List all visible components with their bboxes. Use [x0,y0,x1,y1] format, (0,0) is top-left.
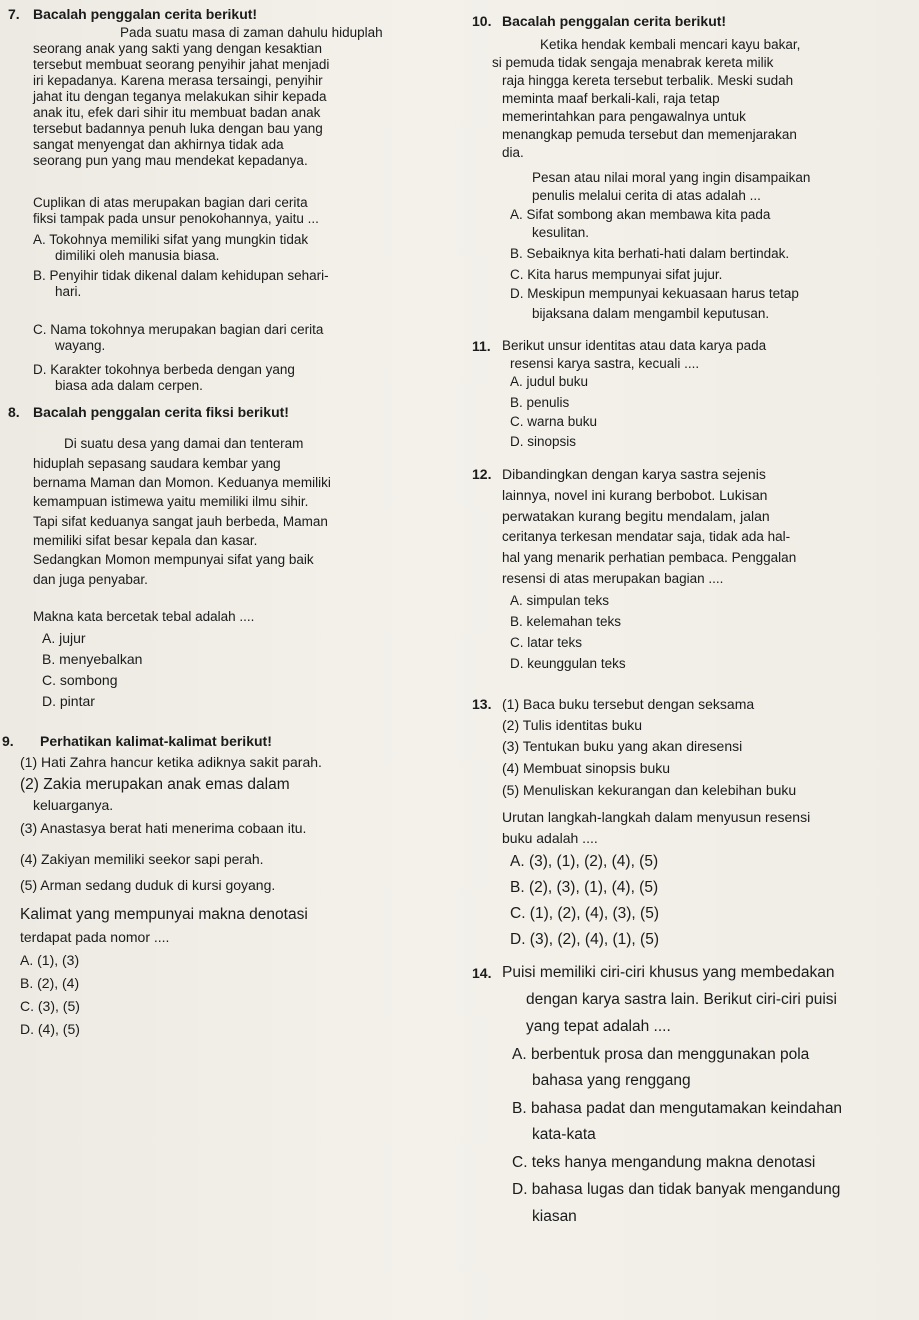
option-b[interactable]: B. kelemahan teks [510,614,622,629]
sentence-item: (1) Hati Zahra hancur ketika adiknya sakit parah. [20,754,322,770]
option-b[interactable]: B. (2), (3), (1), (4), (5) [510,879,659,896]
question-number: 14. [472,965,492,981]
step-item: (1) Baca buku tersebut dengan seksama [502,696,755,712]
option-c[interactable]: C. Nama tokohnya merupakan bagian dari cerita [33,322,324,337]
passage-line: seorang anak yang sakti yang dengan kesaktian [33,41,322,56]
option-c[interactable]: C. Kita harus mempunyai sifat jujur. [510,267,723,282]
passage-line: si pemuda tidak sengaja menabrak kereta milik [492,55,774,70]
question-title: Bacalah penggalan cerita berikut! [33,6,258,22]
prompt-line: resensi karya sastra, kecuali .... [510,356,700,371]
option-a[interactable]: A. (3), (1), (2), (4), (5) [510,853,659,870]
sentence-item: (2) Zakia merupakan anak emas dalam [20,776,290,793]
option-d[interactable]: D. sinopsis [510,434,577,449]
option-a-cont: dimiliki oleh manusia biasa. [55,248,220,263]
prompt-line: penulis melalui cerita di atas adalah ... [532,188,761,203]
step-item: (5) Menuliskan kekurangan dan kelebihan buku [502,782,797,798]
prompt-line: hal yang menarik perhatian pembaca. Penggalan [502,550,797,565]
option-c[interactable]: C. sombong [42,672,118,688]
question-title: Bacalah penggalan cerita fiksi berikut! [33,404,289,420]
option-b[interactable]: B. Sebaiknya kita berhati-hati dalam bertindak. [510,246,790,261]
option-c[interactable]: C. latar teks [510,635,583,650]
option-c[interactable]: C. warna buku [510,414,598,429]
prompt-line: Pesan atau nilai moral yang ingin disampaikan [532,170,811,185]
passage-line: Ketika hendak kembali mencari kayu bakar, [540,37,801,52]
passage-line: tersebut membuat seorang penyihir jahat menjadi [33,57,330,72]
prompt-line: terdapat pada nomor .... [20,929,170,945]
option-c[interactable]: C. teks hanya mengandung makna denotasi [512,1154,816,1171]
sentence-item: (4) Zakiyan memiliki seekor sapi perah. [20,851,264,867]
step-item: (4) Membuat sinopsis buku [502,760,671,776]
sentence-item-cont: keluarganya. [33,797,114,813]
prompt-line: perwatakan kurang begitu mendalam, jalan [502,508,770,524]
sentence-item: (3) Anastasya berat hati menerima cobaan itu. [20,820,307,836]
passage-line: iri kepadanya. Karena merasa tersaingi, penyihir [33,73,323,88]
option-b-cont: hari. [55,284,82,299]
option-a[interactable]: A. judul buku [510,374,589,389]
option-b[interactable]: B. bahasa padat dan mengutamakan keindahan [512,1100,843,1117]
prompt-line: Urutan langkah-langkah dalam menyusun resensi [502,809,811,825]
option-d-cont: kiasan [532,1208,577,1225]
question-title: Perhatikan kalimat-kalimat berikut! [40,733,272,749]
prompt-line: yang tepat adalah .... [526,1018,671,1035]
option-b[interactable]: B. menyebalkan [42,651,143,667]
passage-line: dia. [502,145,524,160]
passage-line: raja hingga kereta tersebut terbalik. Meski sudah [502,73,794,88]
option-d-cont: bijaksana dalam mengambil keputusan. [532,306,770,321]
passage-line: hiduplah sepasang saudara kembar yang [33,456,281,471]
prompt-line: Cuplikan di atas merupakan bagian dari cerita [33,195,308,210]
passage-line: sangat menyengat dan akhirnya tidak ada [33,137,284,152]
passage-line: menangkap pemuda tersebut dan memenjarakan [502,127,797,142]
passage-line: kemampuan istimewa yaitu memiliki ilmu sihir. [33,494,309,509]
passage-line: seorang pun yang mau mendekat kepadanya. [33,153,308,168]
option-a[interactable]: A. simpulan teks [510,593,610,608]
prompt-line: buku adalah .... [502,830,598,846]
option-d[interactable]: D. bahasa lugas dan tidak banyak mengandung [512,1181,841,1198]
question-number: 7. [8,6,20,22]
prompt-line: Kalimat yang mempunyai makna denotasi [20,906,308,923]
option-d-cont: biasa ada dalam cerpen. [55,378,203,393]
option-d[interactable]: D. pintar [42,693,95,709]
option-d[interactable]: D. Meskipun mempunyai kekuasaan harus tetap [510,286,799,301]
prompt-line: fiksi tampak pada unsur penokohannya, yaitu ... [33,211,319,226]
passage-line: Di suatu desa yang damai dan tenteram [64,436,304,451]
passage-line: memerintahkan para pengawalnya untuk [502,109,746,124]
question-number: 12. [472,466,492,482]
passage-line: Pada suatu masa di zaman dahulu hiduplah [120,25,383,40]
passage-line: tersebut badannya penuh luka dengan bau yang [33,121,323,136]
option-d[interactable]: D. Karakter tokohnya berbeda dengan yang [33,362,295,377]
option-a[interactable]: A. Sifat sombong akan membawa kita pada [510,207,771,222]
passage-line: anak itu, efek dari sihir itu membuat badan anak [33,105,321,120]
prompt-line: Puisi memiliki ciri-ciri khusus yang membedakan [502,964,835,981]
passage-line: meminta maaf berkali-kali, raja tetap [502,91,720,106]
prompt-line: resensi di atas merupakan bagian .... [502,571,724,586]
option-b-cont: kata-kata [532,1126,596,1143]
prompt-line: dengan karya sastra lain. Berikut ciri-ciri puisi [526,991,837,1008]
prompt-line: Berikut unsur identitas atau data karya pada [502,338,767,353]
question-number: 10. [472,13,492,29]
option-a[interactable]: A. (1), (3) [20,952,80,968]
option-d[interactable]: D. (3), (2), (4), (1), (5) [510,931,659,948]
question-number: 11. [472,338,491,354]
option-a[interactable]: A. Tokohnya memiliki sifat yang mungkin tidak [33,232,309,247]
option-c[interactable]: C. (3), (5) [20,998,80,1014]
prompt-line: Dibandingkan dengan karya sastra sejenis [502,466,766,482]
prompt-line: lainnya, novel ini kurang berbobot. Lukisan [502,487,768,503]
question-number: 8. [8,404,20,420]
question-title: Bacalah penggalan cerita berikut! [502,13,727,29]
passage-line: jahat itu dengan teganya melakukan sihir kepada [33,89,327,104]
option-a-cont: bahasa yang renggang [532,1072,691,1089]
option-c-cont: wayang. [55,338,106,353]
option-a-cont: kesulitan. [532,225,590,240]
sentence-item: (5) Arman sedang duduk di kursi goyang. [20,877,276,893]
option-d[interactable]: D. (4), (5) [20,1021,80,1037]
option-b[interactable]: B. penulis [510,395,570,410]
option-d[interactable]: D. keunggulan teks [510,656,626,671]
question-number: 13. [472,696,492,712]
option-a[interactable]: A. jujur [42,630,86,646]
step-item: (3) Tentukan buku yang akan diresensi [502,738,743,754]
passage-line: memiliki sifat besar kepala dan kasar. [33,533,258,548]
option-a[interactable]: A. berbentuk prosa dan menggunakan pola [512,1046,810,1063]
step-item: (2) Tulis identitas buku [502,717,643,733]
question-number: 9. [2,733,14,749]
prompt-line: ceritanya terkesan mendatar saja, tidak ada hal- [502,529,791,544]
option-b[interactable]: B. (2), (4) [20,975,80,991]
passage-line: Tapi sifat keduanya sangat jauh berbeda, Maman [33,514,328,529]
passage-line: Sedangkan Momon mempunyai sifat yang baik [33,552,314,567]
option-c[interactable]: C. (1), (2), (4), (3), (5) [510,905,659,922]
passage-line: dan juga penyabar. [33,572,148,587]
passage-line: bernama Maman dan Momon. Keduanya memiliki [33,475,331,490]
option-b[interactable]: B. Penyihir tidak dikenal dalam kehidupan sehari- [33,268,329,283]
prompt-line: Makna kata bercetak tebal adalah .... [33,609,255,624]
